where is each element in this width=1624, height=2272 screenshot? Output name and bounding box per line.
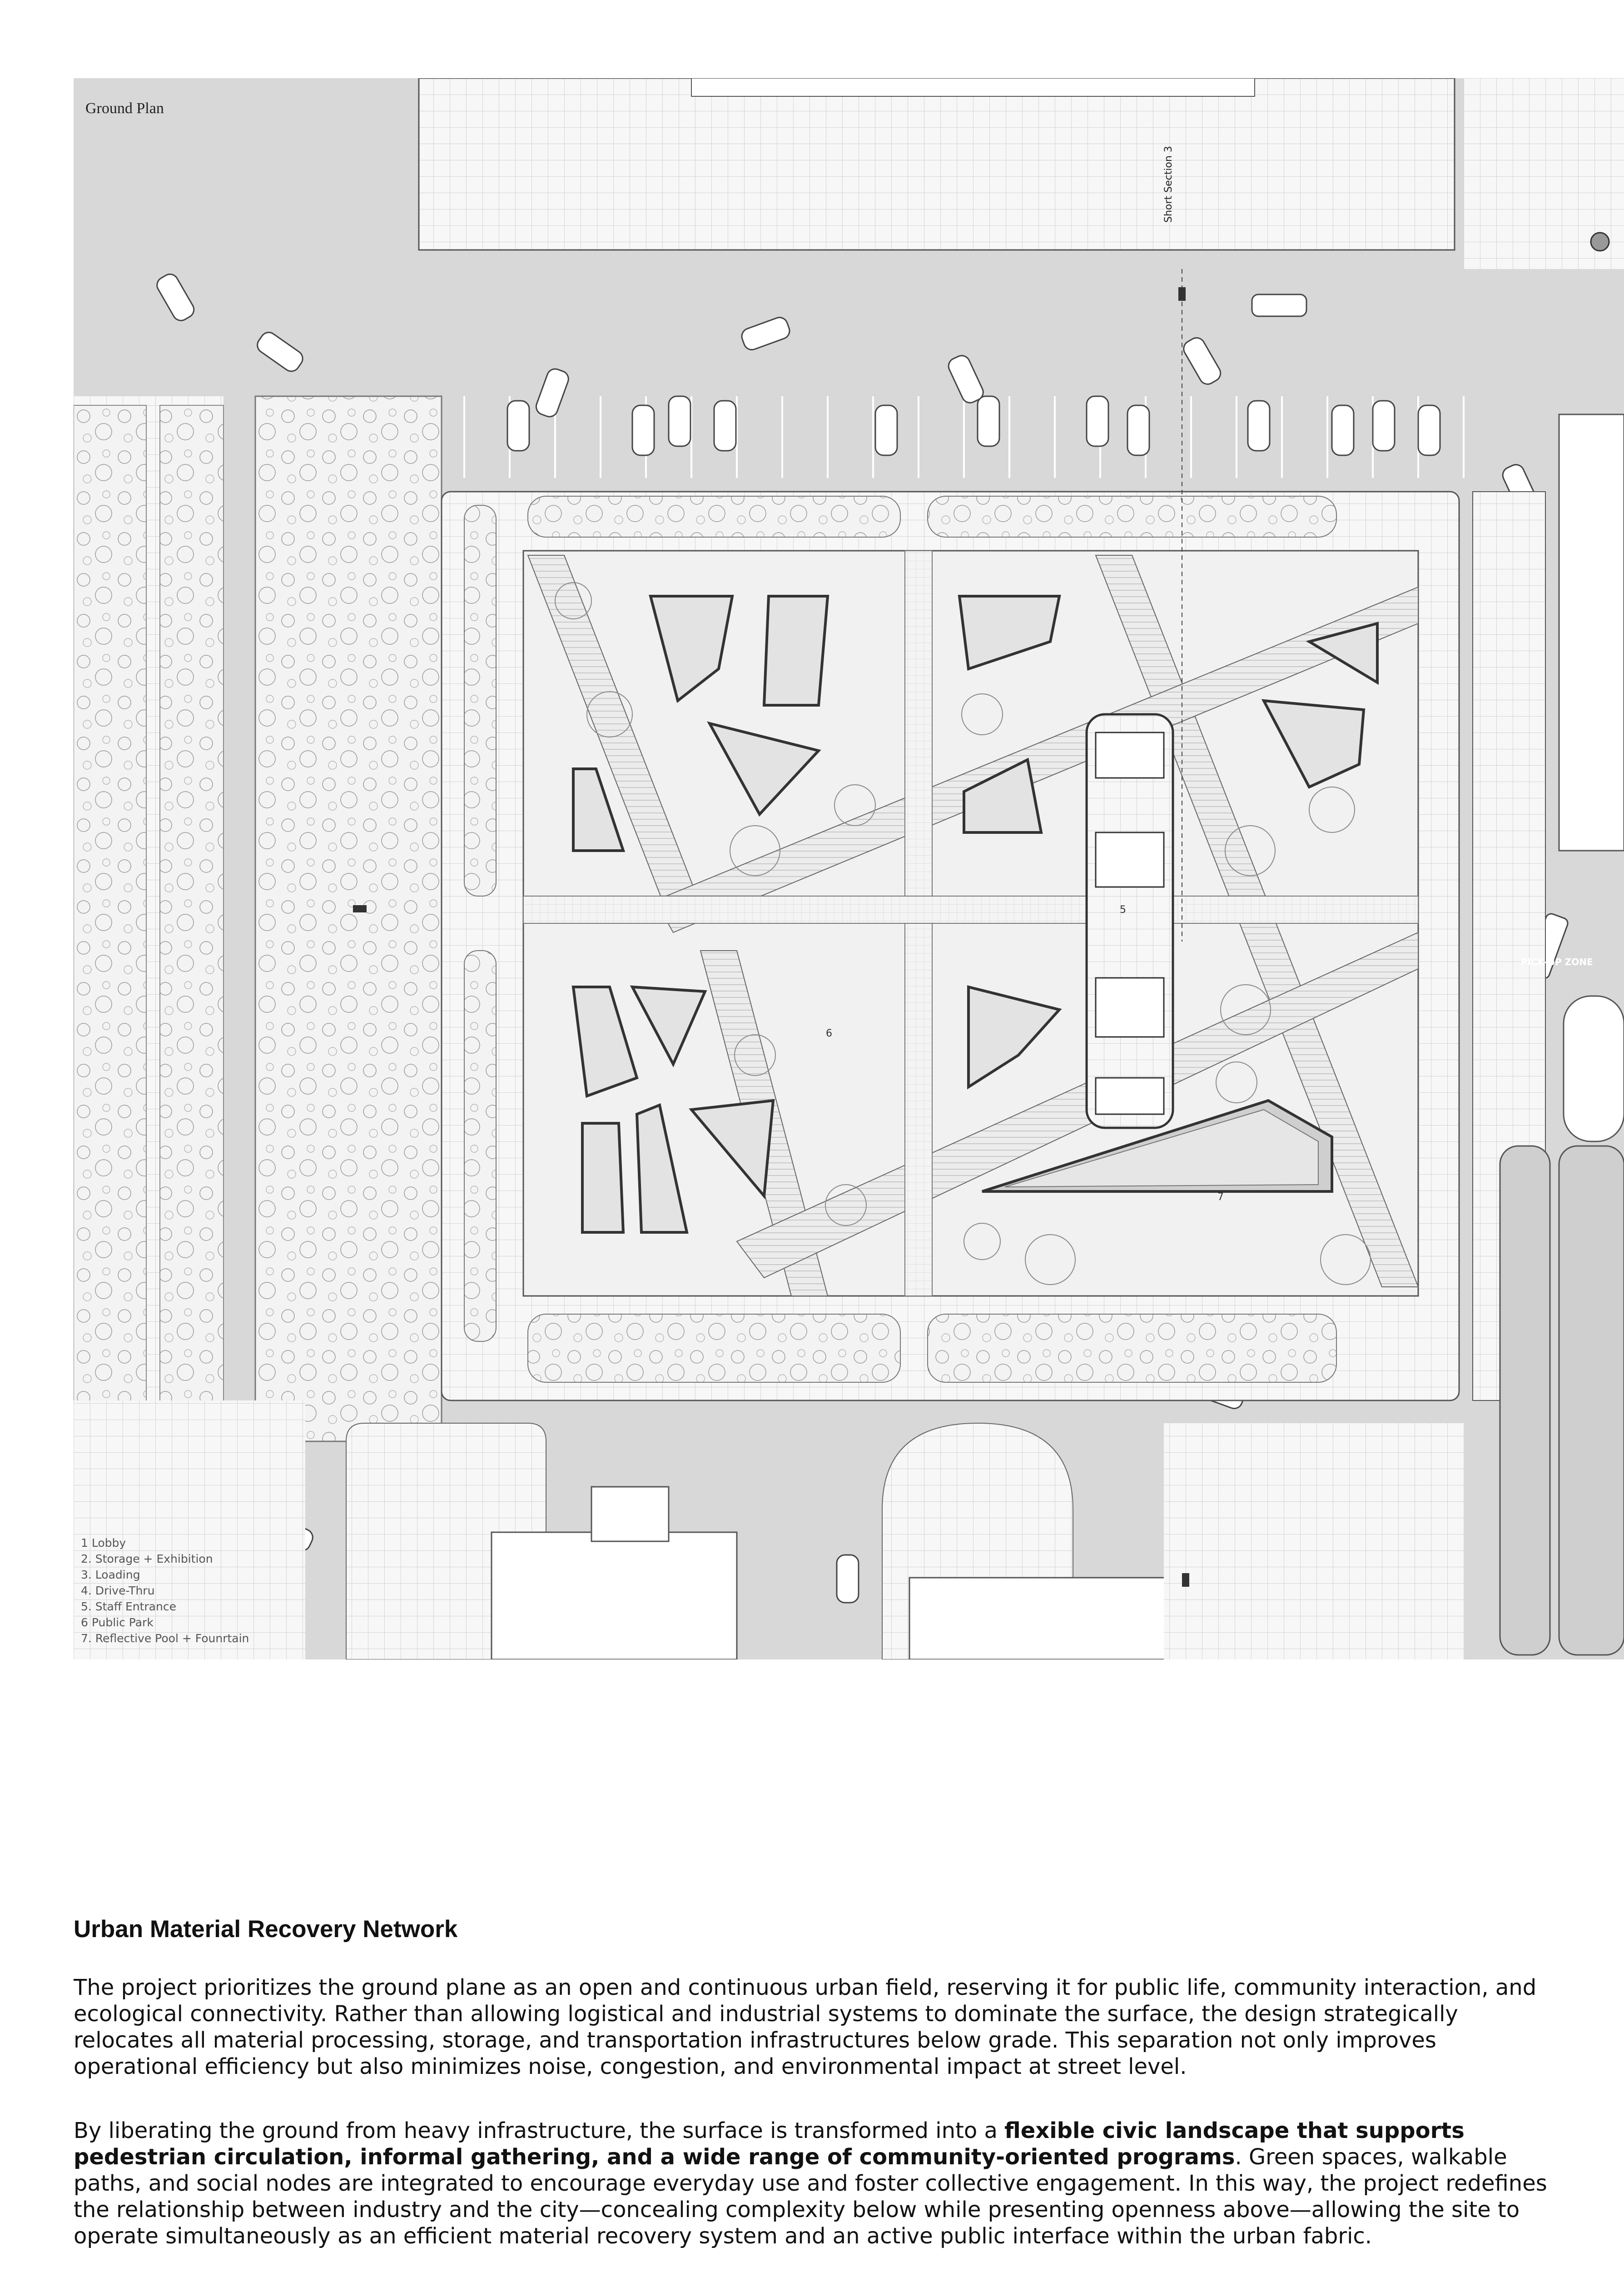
section-label: Short Section 3 (1163, 146, 1174, 223)
legend-item: 5. Staff Entrance (81, 1600, 176, 1613)
legend-item: 7. Reflective Pool + Founrtain (81, 1632, 249, 1645)
south-building-1 (492, 1532, 737, 1659)
label-public-park: 6 (826, 1028, 832, 1039)
cross-walkway (523, 896, 1418, 923)
legend-item: 4. Drive-Thru (81, 1584, 155, 1597)
west-planting-1 (74, 405, 146, 1441)
paragraph-1: The project prioritizes the ground plane as an open and continuous urban field, reserving it for public life, community interaction, and ecological connectivity. Rather than allowing logistical and industrial systems to dominate the surface, the design strategically relocates all material processing, storage, and transportation infrastructures below grade. This separation not only improves operational efficiency but also minimizes noise, congestion, and environmental impact at street level. (74, 1975, 1537, 2079)
pickup-zone-label: PICK-UP ZONE (1521, 957, 1593, 967)
east-building-upper (1559, 414, 1624, 851)
legend-item: 6 Public Park (81, 1616, 154, 1629)
legend-item: 1 Lobby (81, 1536, 126, 1550)
label-staff-entrance: 5 (1120, 904, 1126, 916)
north-building (419, 78, 1455, 250)
plan-title: Ground Plan (85, 100, 164, 117)
legend-item: 3. Loading (81, 1568, 140, 1581)
west-green-strip (255, 396, 442, 1441)
paragraph-2-start: By liberating the ground from heavy infrastructure, the surface is transformed into a (74, 2118, 1005, 2143)
manhole-icon (1591, 233, 1609, 251)
paragraph-2-bold: flexible civic landscape that supports pedestrian circulation, informal gathering, and a wide range of community-oriented programs (74, 2118, 1465, 2170)
west-planting-2 (160, 405, 223, 1441)
label-reflective-pool: 7 (1217, 1191, 1224, 1203)
site-plan-svg (74, 78, 1624, 1659)
paragraph-2-end: . Green spaces, walkable paths, and social nodes are integrated to encourage everyday use and foster collective engagement. In this way, the project redefines the relationship between industry and the city—concealing complexity below while presenting openness above—allowing the site to operate simultaneously as an efficient material recovery system and an active public interface within the urban fabric. (74, 2144, 1547, 2249)
legend-item: 2. Storage + Exhibition (81, 1552, 213, 1565)
document-title: Urban Material Recovery Network (74, 1916, 458, 1943)
ground-plan-drawing (74, 78, 1624, 1659)
paragraph-2 (74, 2118, 1550, 2249)
plan-legend (81, 1535, 249, 1646)
east-building-lower (1564, 996, 1624, 1141)
